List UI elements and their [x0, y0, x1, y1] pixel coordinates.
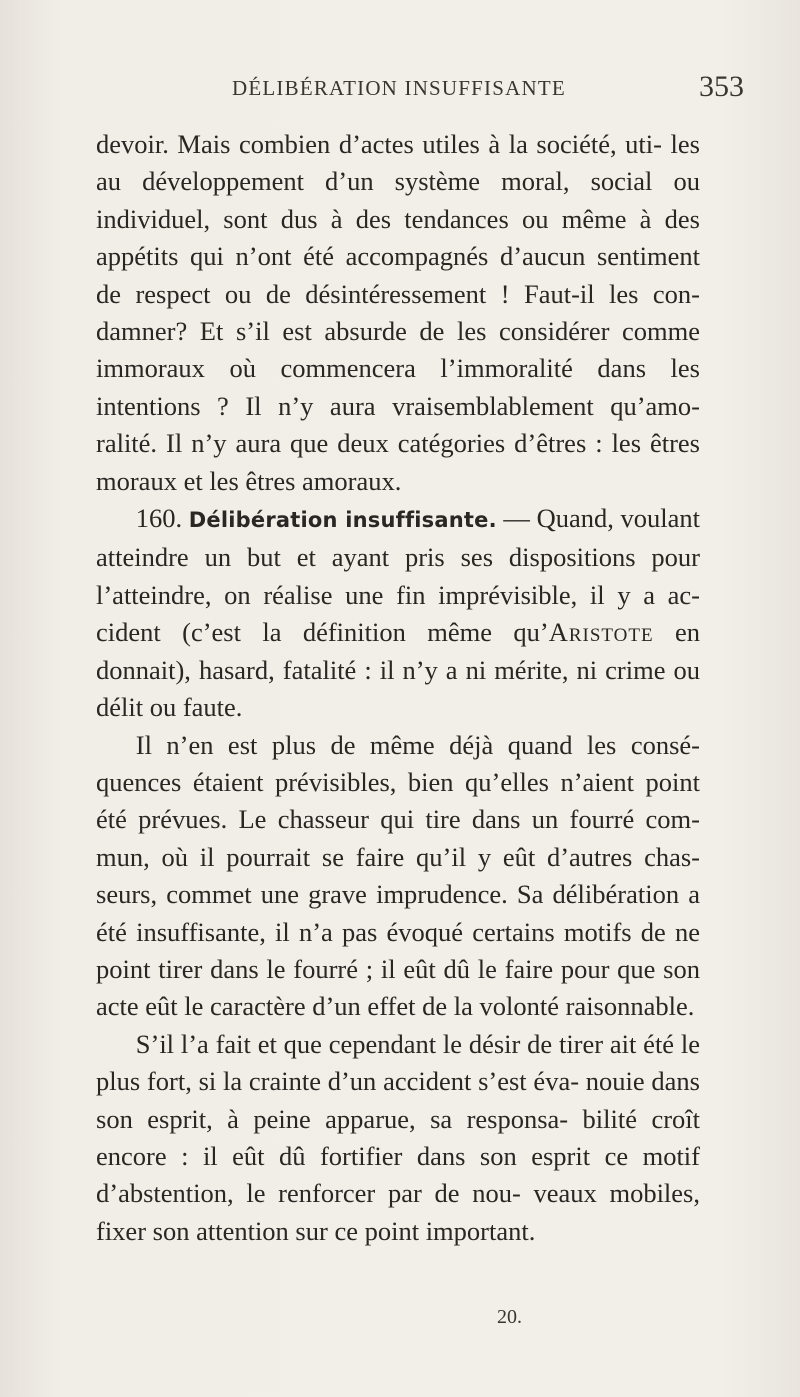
author-name: Aristote	[548, 617, 654, 648]
section-heading: Délibération insuffisante.	[188, 508, 497, 533]
page-number: 353	[699, 70, 744, 103]
running-head	[0, 66, 800, 106]
body-text	[96, 126, 700, 1250]
running-title: DÉLIBÉRATION INSUFFISANTE	[232, 76, 566, 100]
paragraph-1: devoir. Mais combien d’actes utiles à la société, uti- les au développement d’un système moral, social ou individuel, sont dus à des tendances ou même à des appétits qui n’ont été accompagnés d’aucun sentiment de respect ou de désintéressement ! Faut-il les con- damner? Et s’il est absurde de les considérer comme immoraux où commencera l’immoralité dans les intentions ? Il n’y aura vraisemblablement qu’amo- ralité. Il n’y aura que deux catégories d’êtres : les êtres moraux et les êtres amoraux.	[96, 129, 700, 496]
section-text-part-2: en donnait), hasard, fatalité : il n’y a ni mérite, ni crime ou délit ou faute.	[96, 617, 700, 723]
section-text-part-1: — Quand, voulant atteindre un but et ayant pris ses dispositions pour l’atteindre, on réalise une fin imprévisible, il y a ac- cident (c’est la définition même qu’	[96, 503, 700, 648]
printer-signature: 20.	[497, 1306, 522, 1328]
paragraph-3: Il n’en est plus de même déjà quand les consé- quences étaient prévisibles, bien qu’elles n’aient point été prévues. Le chasseur qui tire dans un fourré com- mun, où il pourrait se faire qu’il y eût d’autres chas- seurs, commet une grave imprudence. Sa délibération a été insuffisante, il n’a pas évoqué certains motifs de ne point tirer dans le fourré ; il eût dû le faire pour que son acte eût le caractère d’un effet de la volonté raisonnable.	[96, 729, 700, 1022]
section-number: 160.	[135, 503, 183, 534]
paragraph-section-160	[96, 500, 700, 726]
paragraph-4: S’il l’a fait et que cependant le désir de tirer ait été le plus fort, si la crainte d’un accident s’est éva- nouie dans son esprit, à peine apparue, sa responsa- bilité croît encore : il eût dû fortifier dans son esprit ce motif d’abstention, le renforcer par de nou- veaux mobiles, fixer son attention sur ce point important.	[96, 1028, 700, 1246]
